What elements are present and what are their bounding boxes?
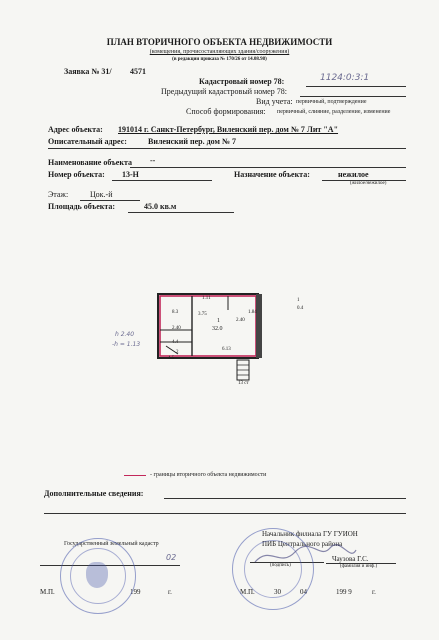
- right-signature-scribble: [250, 540, 360, 570]
- formation-value: первичный, слияние, разделение, изменение: [277, 109, 391, 115]
- request-number: 4571: [130, 67, 146, 76]
- extra-underline-1: [164, 498, 406, 499]
- number-underline: [112, 180, 212, 181]
- extra-label: Дополнительные сведения:: [44, 489, 144, 498]
- plan-label-10: 1.84: [248, 310, 257, 315]
- left-mp: М.П.: [40, 588, 55, 596]
- floor-value: Цок.-й: [90, 190, 113, 199]
- plan-label-3: 8.3: [172, 310, 179, 315]
- area-value: 45.0 кв.м: [144, 202, 177, 211]
- plan-label-14: 1: [297, 298, 300, 303]
- plan-label-8: 2: [176, 350, 179, 355]
- legend-line: [124, 475, 146, 476]
- request-label: Заявка № 31/: [64, 67, 112, 76]
- left-org-handwritten: 02: [166, 553, 177, 562]
- right-month: 04: [300, 588, 307, 596]
- plan-label-13: 13 ст: [238, 381, 249, 386]
- address-label: Адрес объекта:: [48, 125, 103, 134]
- formation-label: Способ формирования:: [186, 107, 266, 116]
- plan-label-5: 32.0: [212, 326, 223, 332]
- name-label: Наименование объекта: [48, 158, 132, 167]
- plan-label-11: 3.75: [198, 312, 207, 317]
- right-name-caption: (фамилия и инф.): [340, 564, 378, 569]
- right-name: Чаузова Г.С.: [332, 555, 369, 563]
- plan-level: h 2.40: [115, 331, 135, 338]
- floor-underline: [80, 200, 140, 201]
- plan-label-6: 6.13: [222, 347, 231, 352]
- plan-label-15: 0.4: [297, 306, 304, 311]
- area-label: Площадь объекта:: [48, 202, 116, 211]
- purpose-value: нежилое: [338, 170, 369, 179]
- accounting-label: Вид учета:: [256, 97, 293, 106]
- plan-label-7: 4.4: [172, 340, 179, 345]
- page-title: ПЛАН ВТОРИЧНОГО ОБЪЕКТА НЕДВИЖИМОСТИ: [106, 37, 333, 47]
- plan-label-4: 1: [217, 318, 220, 324]
- plan-label-9: 4.5: [168, 356, 175, 361]
- address-value: 191014 г. Санкт-Петербург, Виленский пер. дом № 7 Лит "А": [118, 125, 339, 134]
- emblem-icon: [86, 562, 108, 588]
- plan-label-2: 2.40: [172, 326, 181, 331]
- accounting-value: первичный, подтверждение: [296, 99, 367, 105]
- floor-label: Этаж:: [48, 190, 69, 199]
- cadastral-underline: [306, 86, 406, 87]
- right-sign-caption: (подпись): [270, 563, 291, 568]
- purpose-label: Назначение объекта:: [234, 170, 310, 179]
- left-year: 199: [130, 588, 141, 596]
- right-mp: М.П.: [240, 588, 255, 596]
- right-year: 199 9: [336, 588, 352, 596]
- right-org-line2: ПИБ Центрального района: [262, 540, 343, 548]
- number-value: 13-Н: [122, 170, 139, 179]
- left-org: Государственный земельный кадастр: [64, 541, 159, 547]
- extra-underline-2: [44, 513, 406, 514]
- cadastral-label: Кадастровый номер 78:: [199, 77, 285, 86]
- desc-address-label: Описательный адрес:: [48, 137, 127, 146]
- number-label: Номер объекта:: [48, 170, 105, 179]
- area-underline: [128, 212, 234, 213]
- plan-label-1: 1.11: [202, 296, 211, 301]
- prev-cadastral-underline: [300, 96, 406, 97]
- left-g: г.: [168, 588, 172, 596]
- right-day: 30: [274, 588, 281, 596]
- plan-elevation: -h = 1.13: [112, 341, 141, 348]
- cadastral-number: 1124:0:3:1: [320, 73, 370, 83]
- name-value: --: [150, 156, 156, 165]
- name-underline: [130, 167, 406, 168]
- right-g: г.: [372, 588, 376, 596]
- legend-text: - границы вторичного объекта недвижимости: [150, 472, 267, 478]
- page-subtitle: (комещения, прочисостанляющих здания/сооружения): [149, 49, 290, 55]
- right-org-line1: Начальник филиала ГУ ГУИОН: [262, 530, 358, 538]
- prev-cadastral-label: Предыдущий кадастровый номер 78:: [161, 87, 287, 96]
- edition-note: (в редакции приказа № 170/26 от 14.08.98): [172, 57, 267, 62]
- desc-address-underline: [48, 148, 406, 149]
- desc-address-value: Виленский пер. дом № 7: [148, 137, 236, 146]
- plan-label-12: 2.40: [236, 318, 245, 323]
- purpose-note: (жилое/нежилое): [350, 181, 387, 186]
